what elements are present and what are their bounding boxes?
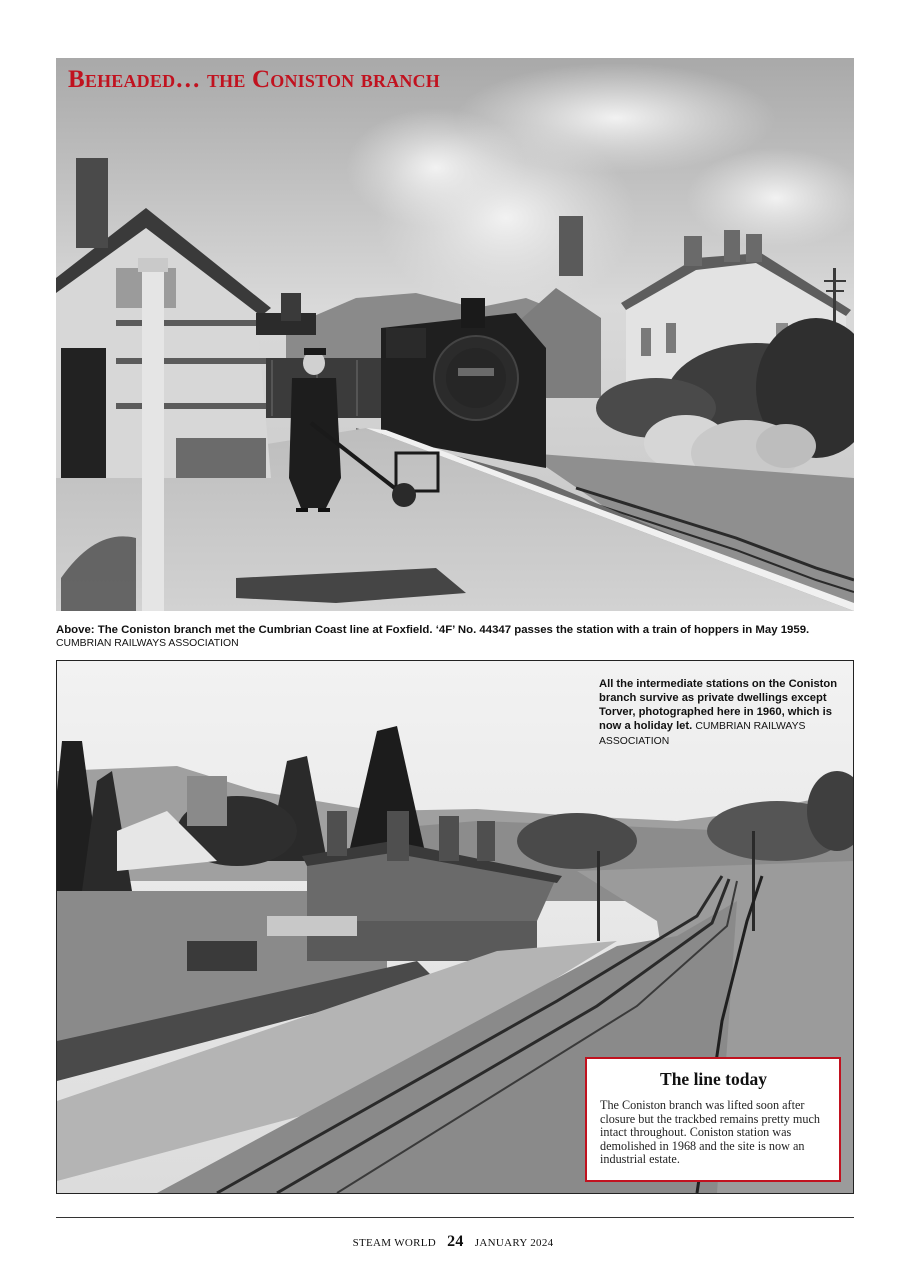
bottom-caption-credit: CUMBRIAN RAILWAYS ASSOCIATION	[599, 721, 806, 747]
line-today-box	[585, 1057, 841, 1182]
footer-rule	[56, 1217, 854, 1218]
top-photo	[56, 58, 854, 611]
page-headline: Beheaded… the Coniston branch	[68, 66, 441, 93]
foxfield-station-photo	[56, 58, 854, 611]
page-footer	[0, 1233, 906, 1251]
line-today-body: The Coniston branch was lifted soon after closure but the trackbed remains pretty much intact throughout. Coniston station was demolished in 1968 and the site is now an industrial estate.	[600, 1098, 820, 1167]
top-caption-text: Above: The Coniston branch met the Cumbrian Coast line at Foxfield. ‘4F’ No. 44347 passes the station with a train of hoppers in May 1959.	[56, 624, 810, 636]
top-caption-credit: CUMBRIAN RAILWAYS ASSOCIATION	[56, 638, 239, 649]
publication-name: STEAM WORLD	[352, 1237, 437, 1249]
page-number: 24	[447, 1233, 464, 1250]
line-today-title: The line today	[660, 1069, 767, 1089]
issue-date: JANUARY 2024	[474, 1237, 554, 1249]
bottom-photo-caption	[599, 677, 845, 749]
top-photo-caption	[56, 623, 854, 651]
bottom-photo	[56, 660, 854, 1194]
bottom-caption-text: All the intermediate stations on the Coniston branch survive as private dwellings except Torver, photographed here in 1960, which is now a holiday let.	[599, 678, 838, 732]
